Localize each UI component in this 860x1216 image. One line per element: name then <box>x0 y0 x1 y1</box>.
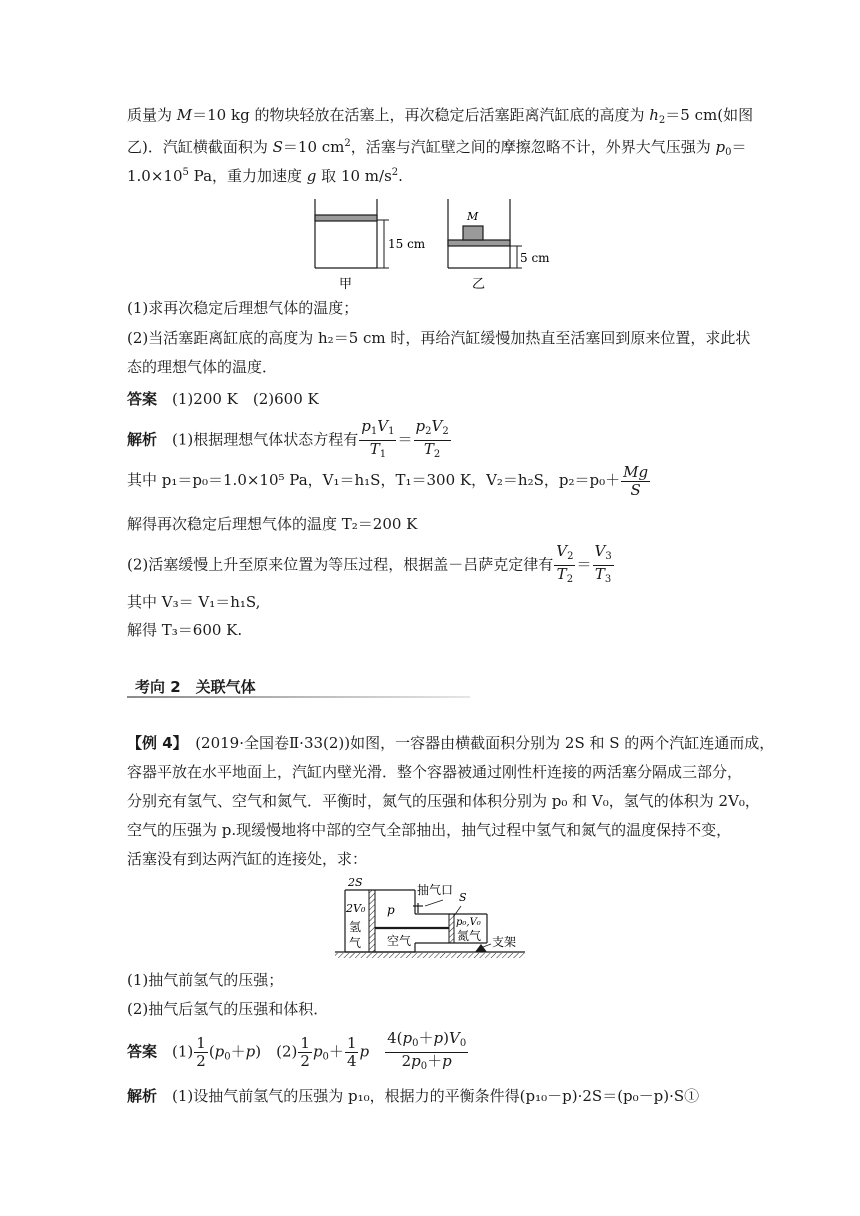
intro-line-2: 乙)．汽缸横截面积为 S＝10 $cm^2$，活塞与汽缸壁之间的摩擦忽略不计，外界大气压强为 $p_0=$ <box>127 138 747 158</box>
question-2-line-2: 态的理想气体的温度． <box>127 358 278 376</box>
dim-15cm-label: 15 cm <box>388 237 426 251</box>
cylinder-jia <box>315 199 377 268</box>
v2-over-t2: $\frac{V_2}{T_2}$ <box>556 542 574 585</box>
quarter-frac: $\frac{1}{4}$ <box>346 1034 357 1070</box>
label-yi: 乙 <box>472 277 486 292</box>
label-S: S <box>459 891 467 904</box>
label-hydrogen-2: 气 <box>349 936 362 950</box>
answer-1: 答案 (1)200 K (2)600 K <box>127 390 319 408</box>
state-equation-rhs: $\frac{p_2V_2}{T_2}$ <box>415 417 449 460</box>
piston-small <box>449 914 454 943</box>
solution-line-4: (2)活塞缓慢上升至原来位置为等压过程，根据盖－吕萨克定律有 $\frac{V_2}{T_2}$ ＝ $\frac{V_3}{T_3}$ <box>127 543 615 588</box>
label-air: 空气 <box>387 934 412 948</box>
example4-label: 【例 4】 <box>127 734 181 752</box>
label-p0V0: p₀,V₀ <box>456 917 481 928</box>
mass-label: M <box>467 210 479 223</box>
solution2-label: 解析 <box>127 1087 158 1105</box>
example4-line-3: 分别充有氢气、空气和氮气．平衡时，氮气的压强和体积分别为 p₀ 和 V₀，氢气的体积为 2V₀， <box>127 792 760 810</box>
support <box>475 944 491 952</box>
piston-large <box>369 890 375 952</box>
section-title: 考向 2 关联气体 <box>135 678 256 696</box>
ground <box>335 952 525 958</box>
section-heading <box>127 674 470 700</box>
example4-line-2: 容器平放在水平地面上，汽缸内壁光滑．整个容器被通过刚性杆连接的两活塞分隔成三部分， <box>127 763 743 781</box>
question2-2: (2)抽气后氢气的压强和体积． <box>127 1000 329 1018</box>
label-hydrogen-1: 氢 <box>349 920 362 934</box>
example4-line-5: 活塞没有到达两汽缸的连接处，求： <box>127 850 368 868</box>
label-outlet: 抽气口 <box>417 883 454 897</box>
mg-over-s: $\frac{Mg}{S}$ <box>623 462 649 499</box>
volume-frac: $\frac{4(p_0+p)V_0}{2p_0+p}$ <box>387 1029 467 1072</box>
label-p: p <box>387 903 395 917</box>
example4-line-1: 【例 4】 (2019·全国卷Ⅱ·33(2))如图，一容器由横截面积分别为 2S 和 S 的两个汽缸连通而成， <box>127 734 775 752</box>
solution-line-5: 其中 V₃＝ V₁＝h₁S, <box>127 593 261 611</box>
half-frac-1: $\frac{1}{2}$ <box>196 1034 206 1070</box>
solution-label: 解析 <box>127 430 158 449</box>
container-figure <box>335 876 535 960</box>
intro-line-1: 质量为 M＝10 kg 的物块轻放在活塞上，再次稳定后活塞距离汽缸底的高度为 $h_2=5$ cm(如图 <box>127 106 754 126</box>
intro-line-3: $1.0\times 10^5$ Pa，重力加速度 g 取 10 $m/s^2$. <box>127 167 403 185</box>
dim-5cm-label: 5 cm <box>520 251 550 265</box>
question-2-line-1: (2)当活塞距离缸底的高度为 h₂＝5 cm 时，再给汽缸缓慢加热直至活塞回到原来位置，求此状 <box>127 329 751 347</box>
label-support: 支架 <box>492 935 517 949</box>
outlet-leader <box>425 900 443 906</box>
answer2-label: 答案 <box>127 1042 158 1061</box>
question2-1: (1)抽气前氢气的压强； <box>127 971 284 989</box>
label-jia: 甲 <box>339 277 353 292</box>
label-2V0: 2V₀ <box>346 902 366 915</box>
answer-label: 答案 <box>127 390 158 408</box>
v3-over-t3: $\frac{V_3}{T_3}$ <box>594 542 612 585</box>
example4-line-4: 空气的压强为 p.现缓慢地将中部的空气全部抽出，抽气过程中氢气和氮气的温度保持不变， <box>127 821 732 839</box>
label-nitrogen: 氮气 <box>457 929 482 943</box>
question-1: (1)求再次稳定后理想气体的温度； <box>127 299 359 317</box>
state-equation-lhs: $\frac{p_1V_1}{T_1}$ <box>361 417 395 460</box>
solution-line-1: 解析 (1)根据理想气体状态方程有 $\frac{p_1V_1}{T_1}$ ＝ $\frac{p_2V_2}{T_2}$ <box>127 418 452 463</box>
solution-line-6: 解得 T₃＝600 K. <box>127 621 243 639</box>
half-frac-2: $\frac{1}{2}$ <box>300 1034 310 1070</box>
cylinder-yi <box>448 199 510 268</box>
label-2S: 2S <box>348 876 363 889</box>
solution2-line-1: 解析 (1)设抽气前氢气的压强为 p₁₀，根据力的平衡条件得(p₁₀－p)·2S＝(p₀－p)·S① <box>127 1087 700 1105</box>
solution-line-3: 解得再次稳定后理想气体的温度 T₂＝200 K <box>127 515 418 533</box>
answer-2: 答案 (1) $\frac{1}{2}$ $(p_0+p)$ (2) $\frac{1}{2}$ $p_0+$ $\frac{1}{4}$ p $\frac{4(p_0+p)V_0}{2p_0+p}$ <box>127 1030 469 1077</box>
solution-line-2: 其中 p₁＝p₀＝1.0×10⁵ Pa，V₁＝h₁S，T₁＝300 K，V₂＝h₂S，p₂＝p₀＋ $\frac{Mg}{S}$ <box>127 462 649 499</box>
cylinder-figure <box>305 196 565 294</box>
